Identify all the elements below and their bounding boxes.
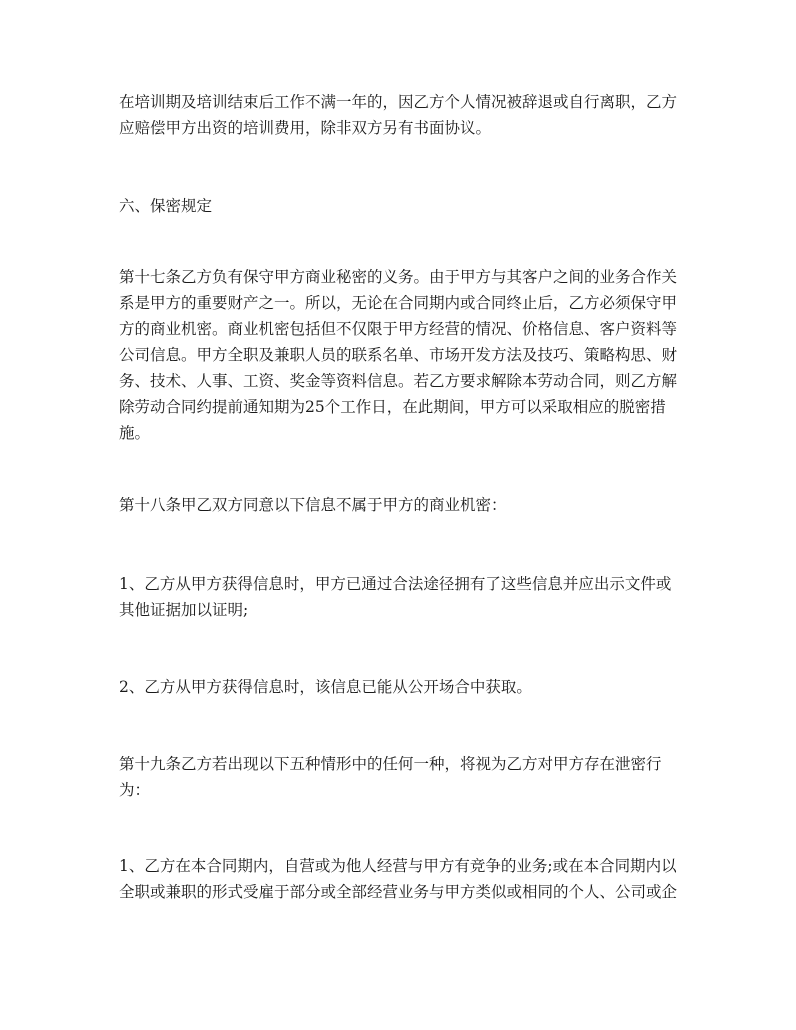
- text-line: 第十七条乙方负有保守甲方商业秘密的义务。由于甲方与其客户之间的业务合作关: [119, 268, 678, 286]
- section-heading-text: 六、保密规定: [119, 197, 213, 215]
- text-line: 1、乙方在本合同期内，自营或为他人经营与甲方有竞争的业务;或在本合同期内以: [119, 857, 677, 875]
- text-line: 除劳动合同约提前通知期为25个工作日，在此期间，甲方可以采取相应的脱密措: [119, 398, 666, 416]
- article-18-item-1: [119, 571, 689, 623]
- article-19-paragraph: [119, 751, 689, 803]
- text-line: 应赔偿甲方出资的培训费用，除非双方另有书面协议。: [119, 119, 492, 137]
- section-heading-confidentiality: [119, 193, 689, 219]
- article-18-item-2: [119, 674, 689, 700]
- text-line: 全职或兼职的形式受雇于部分或全部经营业务与甲方类似或相同的个人、公司或企: [119, 883, 678, 901]
- text-line: 第十八条甲乙双方同意以下信息不属于甲方的商业机密：: [119, 496, 507, 514]
- text-line: 第十九条乙方若出现以下五种情形中的任何一种，将视为乙方对甲方存在泄密行: [119, 755, 662, 773]
- training-fee-paragraph: [119, 89, 689, 141]
- article-17-paragraph: [119, 264, 689, 446]
- article-19-item-1: [119, 853, 689, 905]
- text-line: 务、技术、人事、工资、奖金等资料信息。若乙方要求解除本劳动合同，则乙方解: [119, 372, 678, 390]
- text-line: 1、乙方从甲方获得信息时，甲方已通过合法途径拥有了这些信息并应出示文件或: [119, 575, 672, 593]
- text-line: 方的商业机密。商业机密包括但不仅限于甲方经营的情况、价格信息、客户资料等: [119, 320, 678, 338]
- text-line: 为：: [119, 781, 151, 799]
- text-line: 公司信息。甲方全职及兼职人员的联系名单、市场开发方法及技巧、策略构思、财: [119, 346, 678, 364]
- text-line: 系是甲方的重要财产之一。所以，无论在合同期内或合同终止后，乙方必须保守甲: [119, 294, 678, 312]
- text-line: 在培训期及培训结束后工作不满一年的，因乙方个人情况被辞退或自行离职，乙方: [119, 93, 678, 111]
- article-18-paragraph: [119, 492, 689, 518]
- text-line: 施。: [119, 424, 151, 442]
- text-line: 其他证据加以证明;: [119, 601, 249, 619]
- text-line: 2、乙方从甲方获得信息时，该信息已能从公开场合中获取。: [119, 678, 532, 696]
